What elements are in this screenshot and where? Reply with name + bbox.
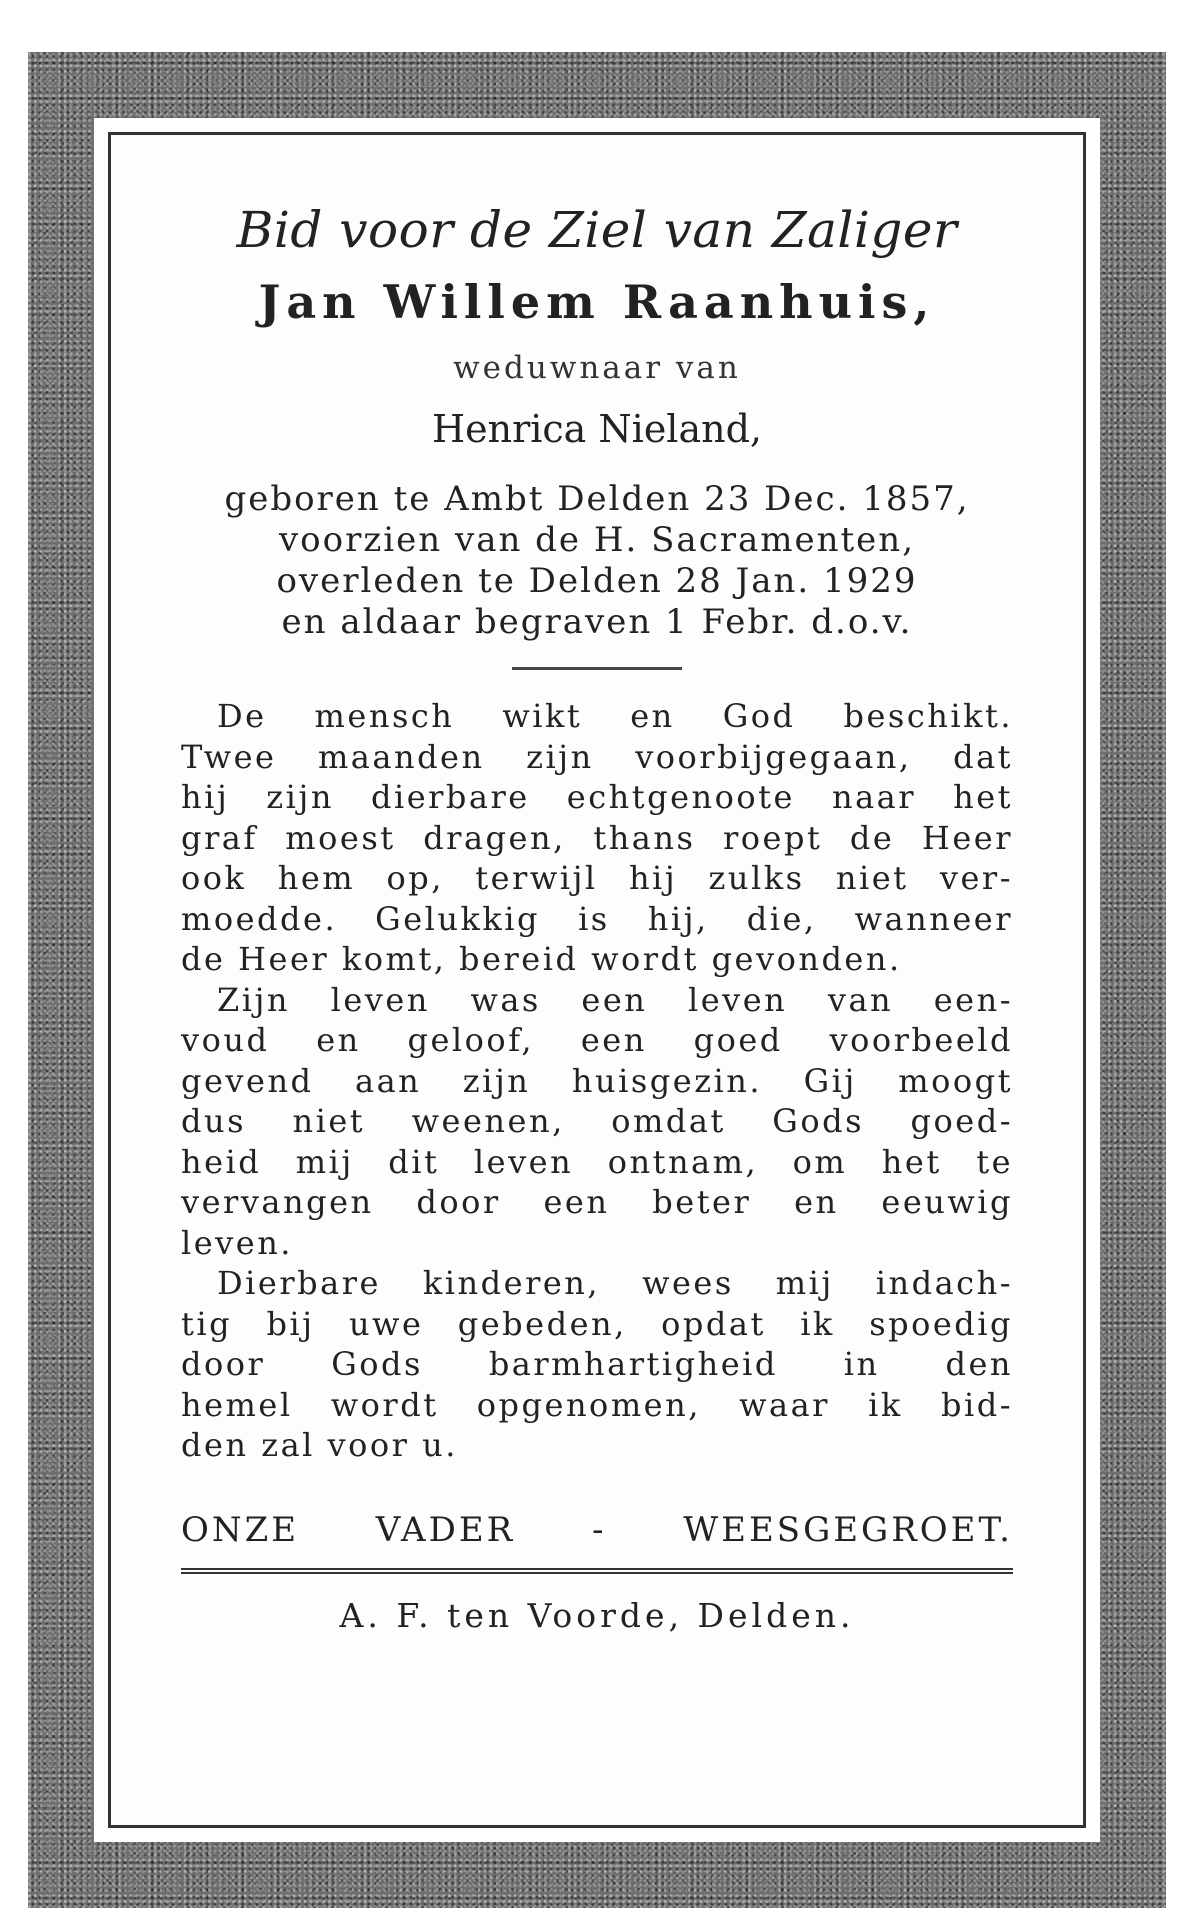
sacraments-line: voorzien van de H. Sacramenten, xyxy=(278,520,916,560)
body-line: vervangen door een beter en eeuwig xyxy=(181,1183,1013,1221)
body-line: den zal voor u. xyxy=(181,1426,458,1464)
body-line: de Heer komt, bereid wordt gevonden. xyxy=(181,940,902,978)
body-line: Twee maanden zijn voorbijgegaan, dat xyxy=(181,737,1013,776)
spouse-name: Henrica Nieland, xyxy=(431,407,762,451)
body-text xyxy=(181,696,1013,1466)
body-line: tig bij uwe gebeden, opdat ik spoedig xyxy=(181,1304,1013,1343)
body-line: voud en geloof, een goed voorbeeld xyxy=(181,1021,1013,1059)
life-dates xyxy=(181,479,1013,643)
card-margin xyxy=(94,118,1100,1842)
card-content xyxy=(181,195,1013,1785)
body-line: Zijn leven was een leven van een- xyxy=(217,980,1013,1019)
printer-credit: A. F. ten Voorde, Delden. xyxy=(339,1595,855,1635)
body-line: moedde. Gelukkig is hij, die, wanneer xyxy=(181,899,1013,938)
body-line: hij zijn dierbare echtgenoote naar het xyxy=(181,778,1013,816)
birth-line: geboren te Ambt Delden 23 Dec. 1857, xyxy=(224,479,970,519)
prayer-line: ONZE VADER - WEESGEGROET. xyxy=(181,1509,1013,1550)
burial-line: en aldaar begraven 1 Febr. d.o.v. xyxy=(281,602,913,642)
body-line: ook hem op, terwijl hij zulks niet ver- xyxy=(181,859,1013,897)
footer-rule xyxy=(181,1568,1013,1574)
memorial-card xyxy=(28,52,1166,1908)
body-line: gevend aan zijn huisgezin. Gij moogt xyxy=(181,1061,1013,1100)
body-line: heid mij dit leven ontnam, om het te xyxy=(181,1142,1013,1181)
body-line: graf moest dragen, thans roept de Heer xyxy=(181,818,1013,857)
relation-text: weduwnaar van xyxy=(453,350,741,386)
body-line: dus niet weenen, omdat Gods goed- xyxy=(181,1102,1013,1140)
body-line: De mensch wikt en God beschikt. xyxy=(217,697,1013,735)
body-line: door Gods barmhartigheid in den xyxy=(181,1345,1013,1383)
body-line: leven. xyxy=(181,1223,293,1262)
body-line: hemel wordt opgenomen, waar ik bid- xyxy=(181,1385,1013,1424)
divider xyxy=(512,667,682,670)
deceased-name: Jan Willem Raanhuis, xyxy=(258,275,936,329)
body-line: Dierbare kinderen, wees mij indach- xyxy=(217,1264,1013,1302)
inner-frame xyxy=(108,132,1086,1828)
death-line: overleden te Delden 28 Jan. 1929 xyxy=(276,561,918,601)
card-heading: Bid voor de Ziel van Zaliger xyxy=(236,201,958,259)
